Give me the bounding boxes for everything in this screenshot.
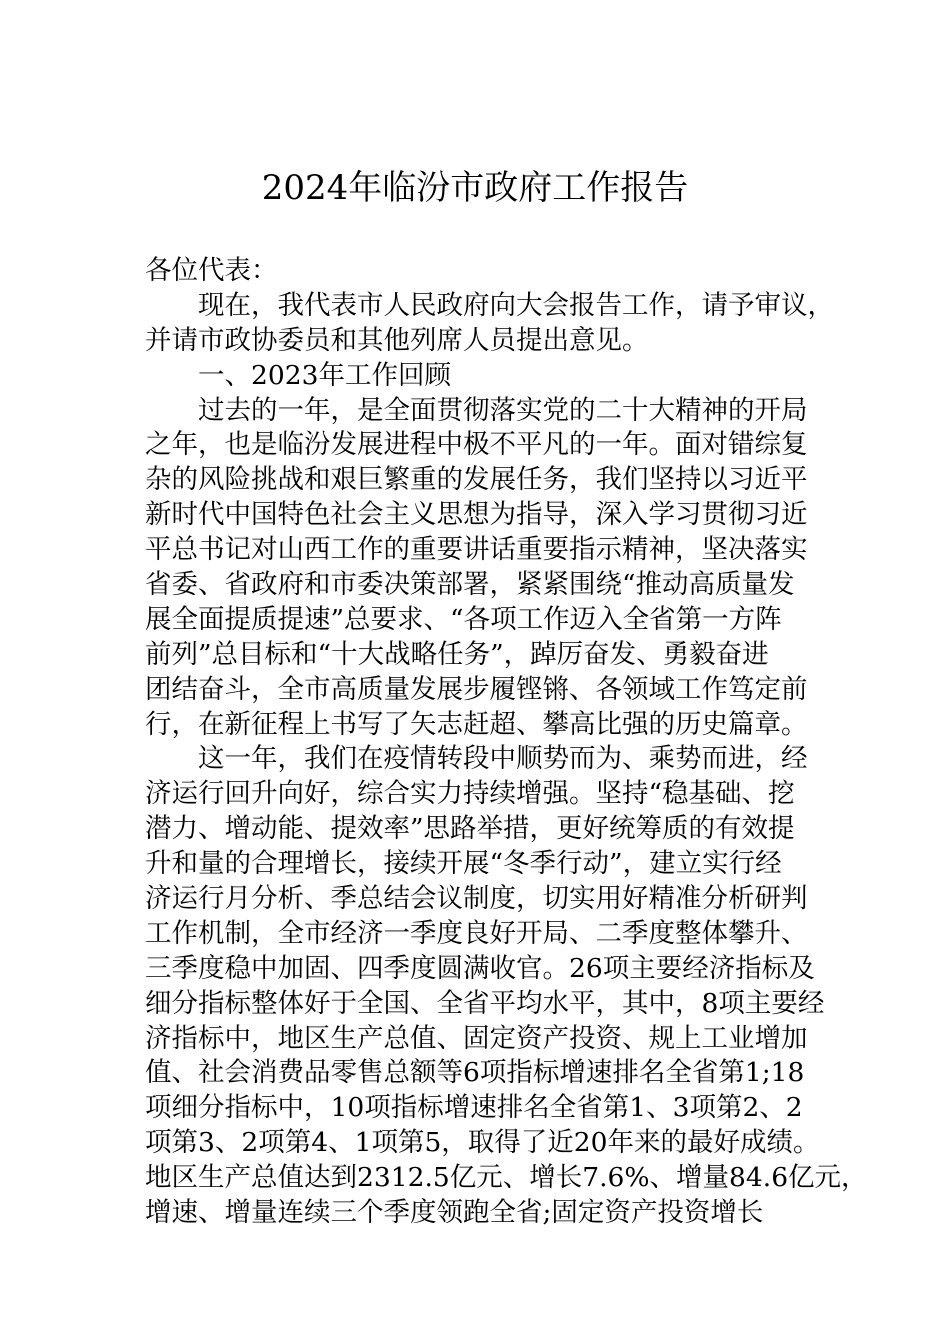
text-line: 升和量的合理增长，接续开展“冬季行动”，建立实行经	[145, 848, 782, 880]
text-line: 项第3、2项第4、1项第5，取得了近20年来的最好成绩。	[145, 1127, 820, 1159]
text-line: 省委、省政府和市委决策部署，紧紧围绕“推动高质量发	[145, 569, 795, 601]
text-line: 地区生产总值达到2312.5亿元、增长7.6%、增量84.6亿元，	[145, 1162, 868, 1194]
text-line: 过去的一年，是全面贯彻落实党的二十大精神的开局	[198, 394, 808, 426]
text-line: 一、2023年工作回顾	[198, 359, 451, 391]
text-line: 济运行月分析、季总结会议制度，切实用好精准分析研判	[145, 883, 808, 915]
text-line: 项细分指标中，10项指标增速排名全省第1、3项第2、2	[145, 1092, 803, 1124]
text-line: 之年，也是临汾发展进程中极不平凡的一年。面对错综复	[145, 429, 808, 461]
text-line: 新时代中国特色社会主义思想为指导，深入学习贯彻习近	[145, 499, 808, 531]
text-line: 行，在新征程上书写了矢志赶超、攀高比强的历史篇章。	[145, 708, 808, 740]
text-line: 工作机制，全市经济一季度良好开局、二季度整体攀升、	[145, 917, 808, 949]
document-body	[145, 254, 868, 1231]
text-line: 平总书记对山西工作的重要讲话重要指示精神，坚决落实	[145, 534, 808, 566]
text-line: 济运行回升向好，综合实力持续增强。坚持“稳基础、挖	[145, 778, 795, 810]
text-line: 杂的风险挑战和艰巨繁重的发展任务，我们坚持以习近平	[145, 464, 808, 496]
text-line: 潜力、增动能、提效率”思路举措，更好统筹质的有效提	[145, 813, 795, 845]
text-line: 展全面提质提速”总要求、“各项工作迈入全省第一方阵	[145, 603, 782, 635]
text-line: 并请市政协委员和其他列席人员提出意见。	[145, 324, 649, 356]
text-line: 这一年，我们在疫情转段中顺势而为、乘势而进，经	[198, 743, 808, 775]
text-line: 增速、增量连续三个季度领跑全省;固定资产投资增长	[145, 1197, 764, 1229]
text-line: 各位代表：	[145, 255, 278, 286]
text-line: 现在，我代表市人民政府向大会报告工作，请予审议，	[198, 289, 834, 321]
text-line: 济指标中，地区生产总值、固定资产投资、规上工业增加	[145, 1022, 808, 1054]
text-line: 细分指标整体好于全国、全省平均水平，其中，8项主要经	[145, 987, 825, 1019]
document-title: 2024年临汾市政府工作报告	[261, 168, 689, 208]
text-line: 前列”总目标和“十大战略任务”，踔厉奋发、勇毅奋进	[145, 638, 769, 670]
text-line: 值、社会消费品零售总额等6项指标增速排名全省第1;18	[145, 1057, 805, 1089]
text-line: 团结奋斗，全市高质量发展步履铿锵、各领域工作笃定前	[145, 673, 808, 705]
text-line: 三季度稳中加固、四季度圆满收官。26项主要经济指标及	[145, 952, 815, 984]
